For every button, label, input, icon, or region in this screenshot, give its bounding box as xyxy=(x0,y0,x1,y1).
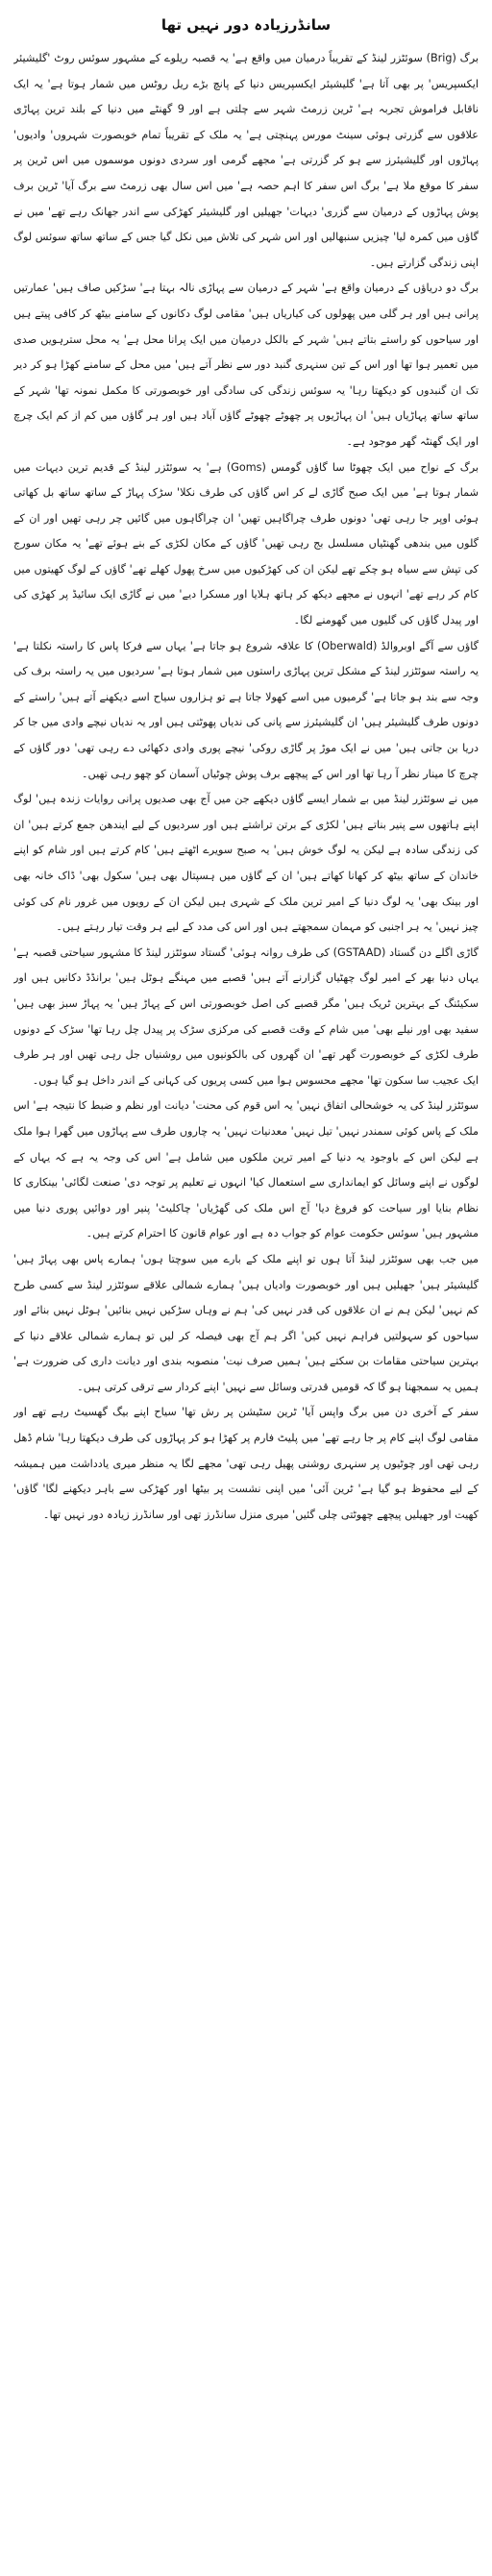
article-paragraph: میں جب بھی سوئٹزر لینڈ آتا ہوں تو اپنے ملک کے بارے میں سوچتا ہوں' ہمارے پاس بھی پہاڑ ہیں' گلیشیئر ہیں' جھیلیں ہیں اور خوبصورت وادیاں ہیں' ہمارے شمالی علاقے سوئٹزر لینڈ سے کسی طرح کم نہیں' لیکن ہم نے ان علاقوں کی قدر نہیں کی' ہم نے وہاں سڑکیں نہیں بنائیں' ہوٹل نہیں بنائے اور سیاحوں کو سہولتیں فراہم نہیں کیں' اگر ہم آج بھی فیصلہ کر لیں تو ہمارے شمالی علاقے دنیا کے بہترین سیاحتی مقامات بن سکتے ہیں' ہمیں صرف نیت' منصوبہ بندی اور دیانت داری کی ضرورت ہے' ہمیں یہ سمجھنا ہو گا کہ قومیں قدرتی وسائل سے نہیں' اپنے کردار سے ترقی کرتی ہیں۔ xyxy=(13,1252,479,1393)
article-paragraph: برگ (Brig) سوئٹزر لینڈ کے تقریباً درمیان میں واقع ہے' یہ قصبہ ریلوے کے مشہور سوئس روٹ 'گلیشیئر ایکسپریس' پر بھی آتا ہے' گلیشیئر ایکسپریس دنیا کے پانچ بڑے ریل روٹس میں شمار ہوتا ہے' یہ ایک ناقابل فراموش تجربہ ہے' ٹرین زرمٹ شہر سے چلتی ہے اور 9 گھنٹے میں دنیا کے بلند ترین پہاڑی علاقوں سے گزرتی ہوئی سینٹ مورس پہنچتی ہے' یہ ملک کے تقریباً تمام خوبصورت شہروں' وادیوں' پہاڑوں اور گلیشیئرز سے ہو کر گزرتی ہے' مجھے گرمی اور سردی دونوں موسموں میں اس ٹرین پر سفر کا موقع ملا ہے' برگ اس سفر کا اہم حصہ ہے' میں اس سال بھی زرمٹ سے برگ آیا' ٹرین برف پوش پہاڑوں کے درمیان سے گزری' دیہات' جھیلیں اور گلیشیئر کھڑکی سے اندر جھانک رہے تھے' میں نے گاؤں میں کمرہ لیا' چیزیں سنبھالیں اور اس شہر کی تلاش میں نکل گیا جس کے ساتھ ساتھ سوئس لوگ اپنی زندگی گزارتے ہیں۔ xyxy=(13,52,479,269)
article-paragraph: گاڑی اگلے دن گستاد (GSTAAD) کی طرف روانہ ہوئی' گستاد سوئٹزر لینڈ کا مشہور سیاحتی قصبہ ہے' یہاں دنیا بھر کے امیر لوگ چھٹیاں گزارنے آتے ہیں' قصبے میں مہنگے ہوٹل ہیں' برانڈڈ دکانیں ہیں اور سکیئنگ کے بہترین ٹریک ہیں' مگر قصبے کی اصل خوبصورتی اس کے پہاڑ ہیں' یہ پہاڑ سبز بھی ہیں' سفید بھی اور نیلے بھی' میں شام کے وقت قصبے کی مرکزی سڑک پر پیدل چل رہا تھا' سڑک کے دونوں طرف لکڑی کے خوبصورت گھر تھے' ان گھروں کی بالکونیوں میں روشنیاں جل رہی تھیں اور ہر طرف ایک عجیب سا سکون تھا' مجھے محسوس ہوا میں کسی پریوں کی کہانی کے اندر داخل ہو گیا ہوں۔ xyxy=(13,945,479,1087)
article-paragraph: میں نے سوئٹزر لینڈ میں بے شمار ایسے گاؤں دیکھے جن میں آج بھی صدیوں پرانی روایات زندہ ہیں' لوگ اپنے ہاتھوں سے پنیر بناتے ہیں' لکڑی کے برتن تراشتے ہیں اور سردیوں کے لیے ایندھن جمع کرتے ہیں' ان کی زندگی سادہ ہے لیکن یہ لوگ خوش ہیں' یہ صبح سویرے اٹھتے ہیں' کام کرتے ہیں اور شام کو اپنے خاندان کے ساتھ بیٹھ کر کھانا کھاتے ہیں' ان کے گاؤں میں ہسپتال بھی ہیں' سکول بھی' ڈاک خانہ بھی اور بینک بھی' یہ لوگ دنیا کے امیر ترین ملک کے شہری ہیں لیکن ان کے رویوں میں غرور نام کی کوئی چیز نہیں' یہ ہر اجنبی کو مہمان سمجھتے ہیں اور اس کی مدد کے لیے ہر وقت تیار رہتے ہیں۔ xyxy=(13,793,479,934)
article-headline: سانڈرزیادہ دور نہیں تھا xyxy=(160,16,332,34)
article-body xyxy=(13,46,479,2561)
article-paragraph: برگ کے نواح میں ایک چھوٹا سا گاؤں گومس (Goms) ہے' یہ سوئٹزر لینڈ کے قدیم ترین دیہات میں شمار ہوتا ہے' میں ایک صبح گاڑی لے کر اس گاؤں کی طرف نکلا' سڑک پہاڑ کے ساتھ ساتھ بل کھاتی ہوئی اوپر جا رہی تھی' دونوں طرف چراگاہیں تھیں' ان چراگاہوں میں گائیں چر رہی تھیں اور ان کے گلوں میں بندھی گھنٹیاں مسلسل بج رہی تھیں' گاؤں کے مکان لکڑی کے بنے ہوئے تھے' یہ مکان سورج کی تپش سے سیاہ ہو چکے تھے لیکن ان کی کھڑکیوں میں سرخ پھول کھلے تھے' گاؤں کے لوگ کھیتوں میں کام کر رہے تھے' انہوں نے مجھے دیکھ کر ہاتھ ہلایا اور مسکرا دیے' میں نے گاڑی ایک سائیڈ پر کھڑی کی اور پیدل گاؤں کی گلیوں میں گھومنے لگا۔ xyxy=(13,460,479,627)
article-paragraph: سفر کے آخری دن میں برگ واپس آیا' ٹرین سٹیشن پر رش تھا' سیاح اپنے بیگ گھسیٹ رہے تھے اور مقامی لوگ اپنے کام پر جا رہے تھے' میں پلیٹ فارم پر کھڑا ہو کر پہاڑوں کی طرف دیکھتا رہا' شام ڈھل رہی تھی اور چوٹیوں پر سنہری روشنی پھیل رہی تھی' مجھے لگا یہ منظر میری یادداشت میں ہمیشہ کے لیے محفوظ ہو گیا ہے' ٹرین آئی' میں اپنی نشست پر بیٹھا اور کھڑکی سے باہر دیکھنے لگا' گاؤں' کھیت اور جھیلیں پیچھے چھوٹتی چلی گئیں' میری منزل سانڈرز تھی اور سانڈرز زیادہ دور نہیں تھا۔ xyxy=(13,1406,479,1521)
article-paragraph: سوئٹزر لینڈ کی یہ خوشحالی اتفاق نہیں' یہ اس قوم کی محنت' دیانت اور نظم و ضبط کا نتیجہ ہے' اس ملک کے پاس کوئی سمندر نہیں' تیل نہیں' معدنیات نہیں' یہ چاروں طرف سے پہاڑوں میں گھرا ہوا ملک ہے لیکن اس کے باوجود یہ دنیا کے امیر ترین ملکوں میں شامل ہے' اس کی وجہ یہ ہے کہ یہاں کے لوگوں نے اپنے وسائل کو ایمانداری سے استعمال کیا' انہوں نے تعلیم پر توجہ دی' صنعت لگائی' بینکاری کا نظام بنایا اور سیاحت کو فروغ دیا' آج اس ملک کی گھڑیاں' چاکلیٹ' پنیر اور دوائیں پوری دنیا میں مشہور ہیں' سوئس حکومت عوام کو جواب دہ ہے اور عوام قانون کا احترام کرتے ہیں۔ xyxy=(13,1099,479,1240)
article-paragraph: برگ دو دریاؤں کے درمیان واقع ہے' شہر کے درمیان سے پہاڑی نالہ بہتا ہے' سڑکیں صاف ہیں' عمارتیں پرانی ہیں اور ہر گلی میں پھولوں کی کیاریاں ہیں' مقامی لوگ دکانوں کے سامنے بیٹھ کر کافی پیتے ہیں اور سیاحوں کو راستے بتاتے ہیں' شہر کے بالکل درمیان میں ایک پرانا محل ہے' یہ محل سترہویں صدی میں تعمیر ہوا تھا اور اس کے تین سنہری گنبد دور سے نظر آتے ہیں' میں محل کے سامنے کھڑا ہو کر دیر تک ان گنبدوں کو دیکھتا رہا' یہ سوئس زندگی کی سادگی اور خوبصورتی کا مکمل نمونہ تھا' شہر کے ساتھ ساتھ پہاڑیاں ہیں' ان پہاڑیوں پر چھوٹے چھوٹے گاؤں آباد ہیں اور ہر گاؤں میں کم از کم ایک چرچ اور ایک گھنٹہ گھر موجود ہے۔ xyxy=(13,282,479,448)
article-paragraph: گاؤں سے آگے اوبروالڈ (Oberwald) کا علاقہ شروع ہو جاتا ہے' یہاں سے فرکا پاس کا راستہ نکلتا ہے' یہ راستہ سوئٹزر لینڈ کے مشکل ترین پہاڑی راستوں میں شمار ہوتا ہے' سردیوں میں یہ راستہ برف کی وجہ سے بند ہو جاتا ہے' گرمیوں میں اسے کھولا جاتا ہے تو ہزاروں سیاح اسے دیکھنے آتے ہیں' راستے کے دونوں طرف گلیشیئر ہیں' ان گلیشیئرز سے پانی کی ندیاں پھوٹتی ہیں اور یہ ندیاں نیچے وادی میں جا کر دریا بن جاتی ہیں' میں نے ایک موڑ پر گاڑی روکی' نیچے پوری وادی دکھائی دے رہی تھی' دور گاؤں کے چرچ کا مینار نظر آ رہا تھا اور اس کے پیچھے برف پوش چوٹیاں آسمان کو چھو رہی تھیں۔ xyxy=(13,639,479,780)
